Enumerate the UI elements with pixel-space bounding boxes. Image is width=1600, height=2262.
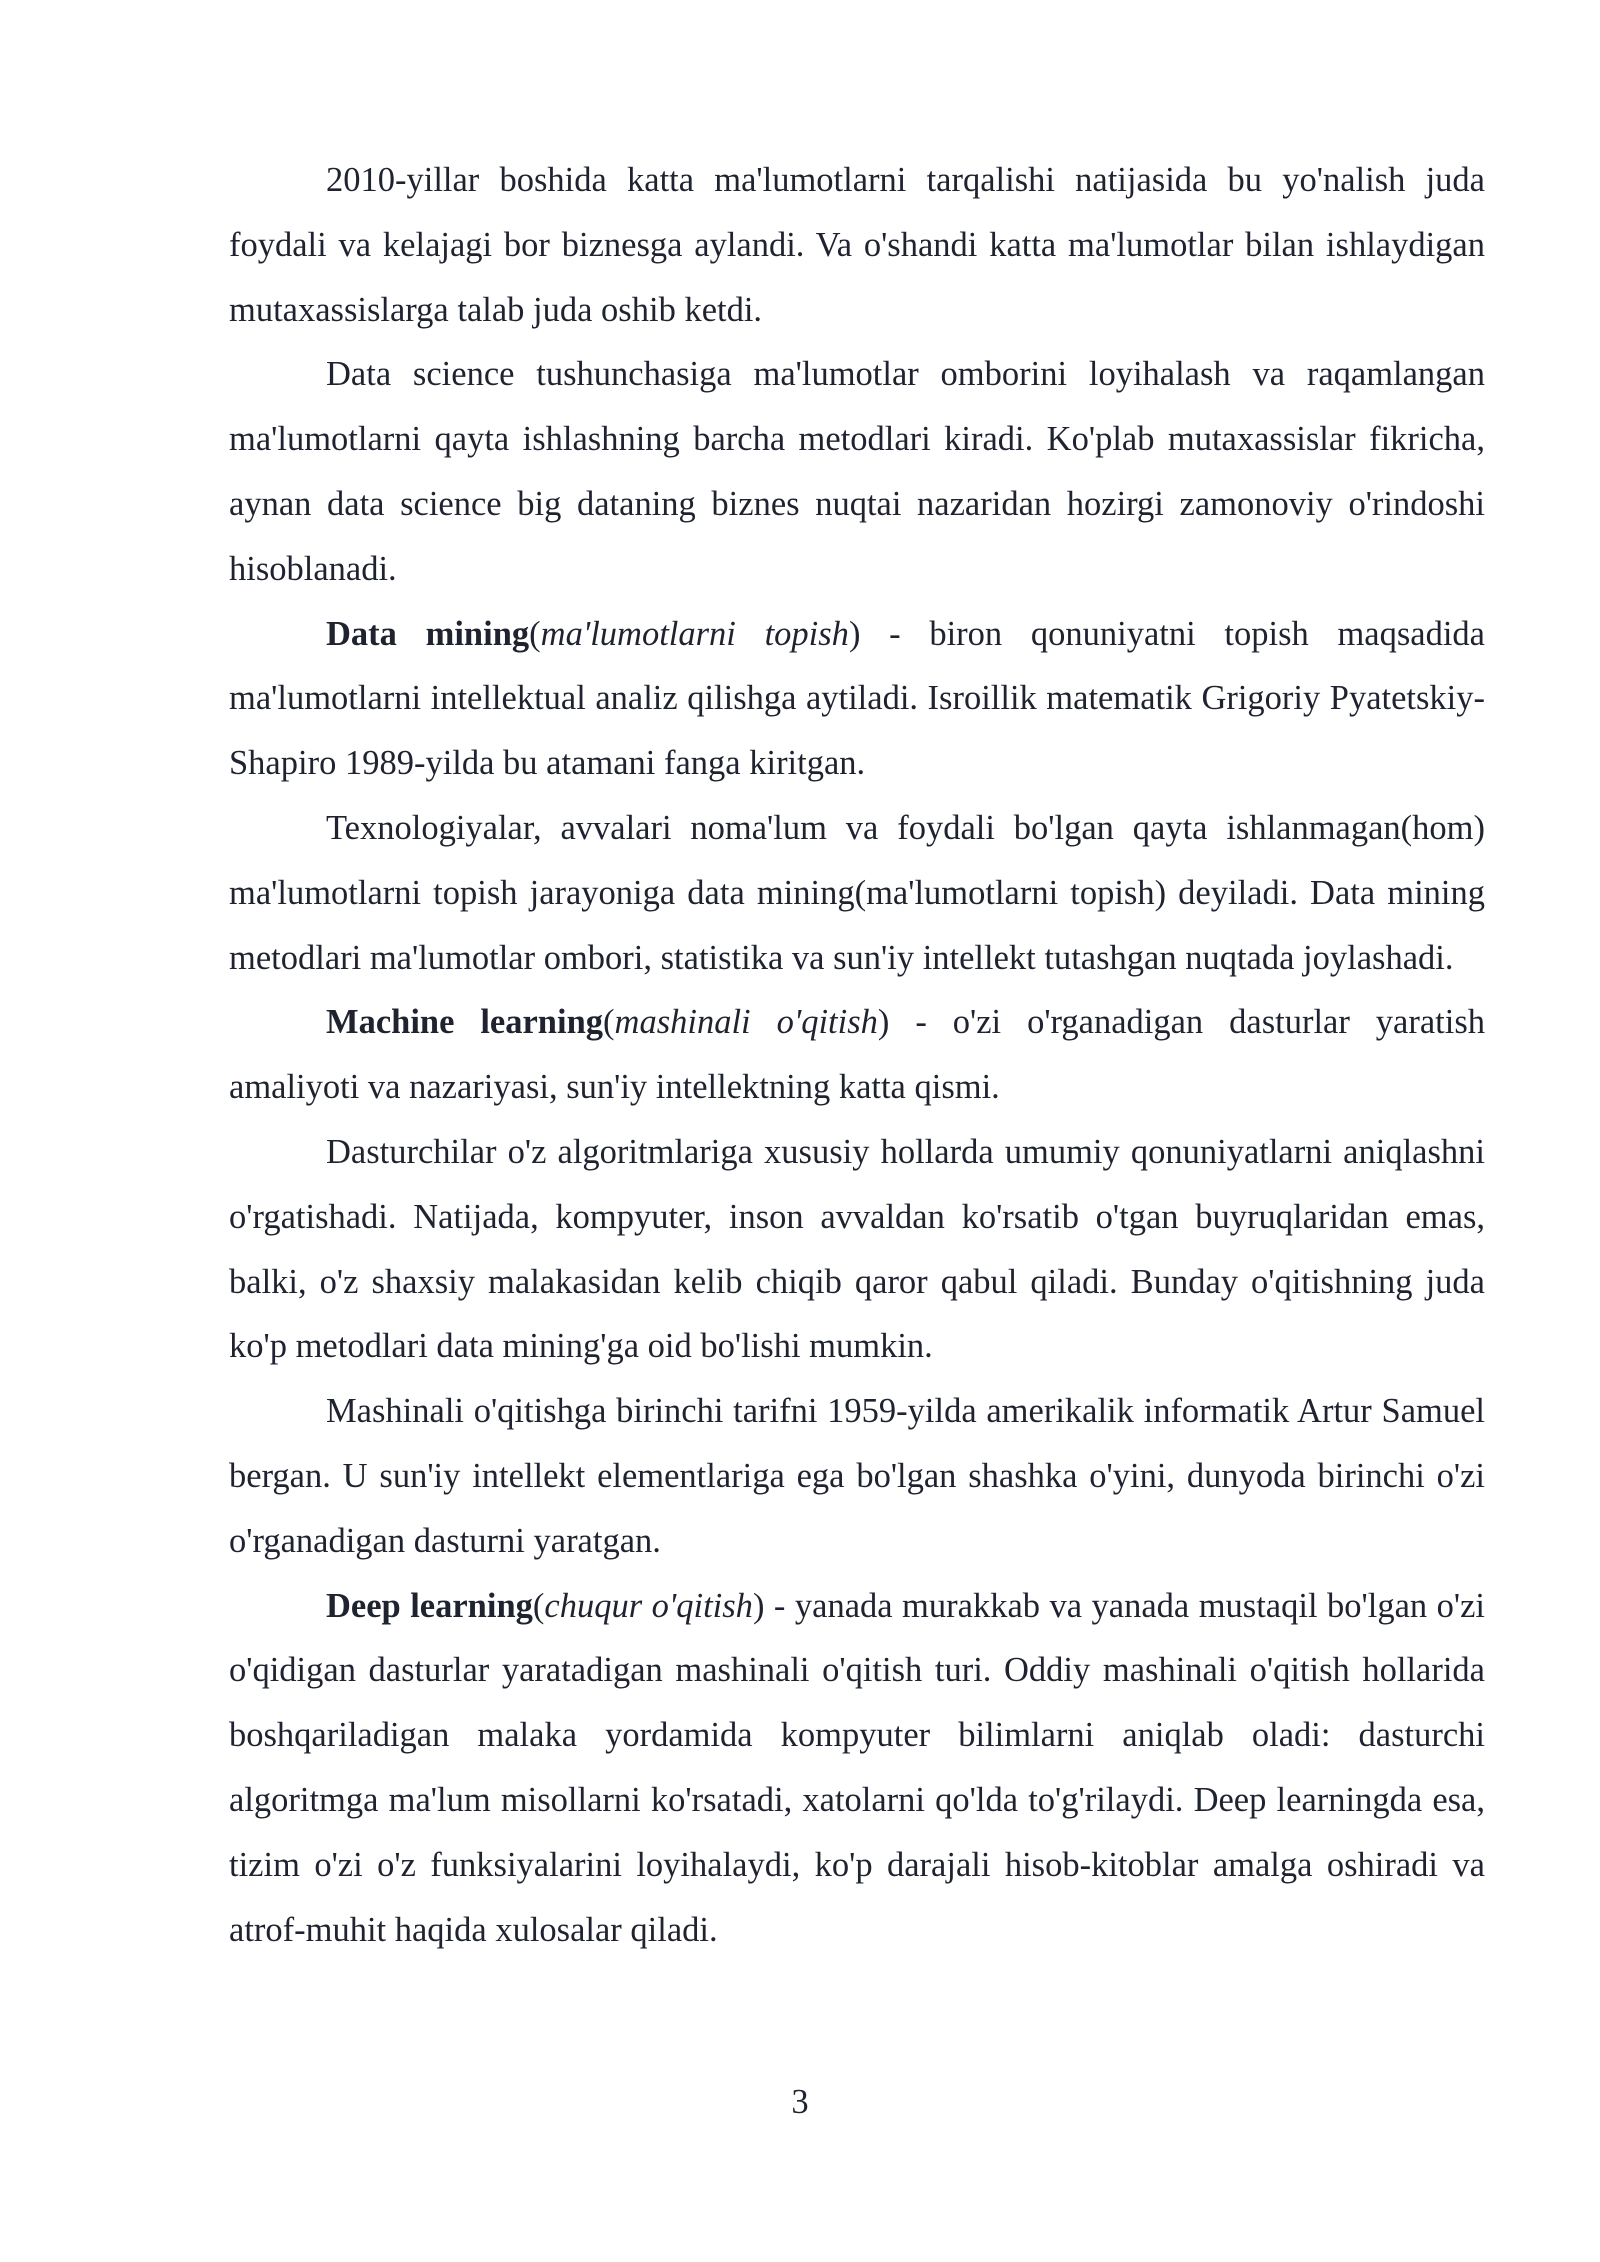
gloss-machine-learning: mashinali o'qitish bbox=[614, 1003, 878, 1042]
paragraph-data-mining-definition bbox=[229, 602, 1485, 796]
term-data-mining: Data mining bbox=[326, 614, 530, 653]
paragraph-big-data-intro: 2010-yillar boshida katta ma'lumotlarni tarqalishi natijasida bu yo'nalish juda foydali va kelajagi bor biznesga aylandi. Va o'shandi katta ma'lumotlar bilan ishlaydigan mutaxassislarga talab juda oshib ketdi. bbox=[229, 161, 1485, 329]
document-body bbox=[229, 148, 1485, 1962]
gloss-data-mining: ma'lumotlarni topish bbox=[540, 614, 849, 653]
paren-open: ( bbox=[532, 1586, 545, 1625]
paren-open: ( bbox=[603, 1003, 615, 1042]
term-deep-learning: Deep learning bbox=[326, 1586, 533, 1625]
paragraph-arthur-samuel: Mashinali o'qitishga birinchi tarifni 1959-yilda amerikalik informatik Artur Samuel bergan. U sun'iy intellekt elementlariga ega bo'lgan shashka o'yini, dunyoda birinchi o'zi o'rganadigan dasturni yaratgan. bbox=[229, 1392, 1485, 1560]
paren-open: ( bbox=[529, 614, 541, 653]
definition-text: ) - yanada murakkab va yanada mustaqil bo'lgan o'zi o'qidigan dasturlar yaratadigan mashinali o'qitish turi. Oddiy mashinali o'qitish hollarida boshqariladigan malaka yordamida kompyuter bilimlarni aniqlab oladi: dasturchi algoritmga ma'lum misollarni ko'rsatadi, xatolarni qo'lda to'g'rilaydi. Deep learningda esa, tizim o'zi o'z funksiyalarini loyihalaydi, ko'p darajali hisob-kitoblar amalga oshiradi va atrof-muhit haqida xulosalar qiladi. bbox=[229, 1586, 1485, 1949]
definition-text: ) - o'zi o'rganadigan dasturlar yaratish amaliyoti va nazariyasi, sun'iy intellektning katta qismi. bbox=[229, 1003, 1485, 1107]
paragraph-deep-learning-definition bbox=[229, 1574, 1485, 1963]
paragraph-programmers: Dasturchilar o'z algoritmlariga xususiy hollarda umumiy qonuniyatlarni aniqlashni o'rgatishadi. Natijada, kompyuter, inson avvaldan ko'rsatib o'tgan buyruqlaridan emas, balki, o'z shaxsiy malakasidan kelib chiqib qaror qabul qiladi. Bunday o'qitishning juda ko'p metodlari data mining'ga oid bo'lishi mumkin. bbox=[229, 1132, 1485, 1366]
gloss-deep-learning: chuqur o'qitish bbox=[544, 1586, 753, 1625]
paragraph-data-mining-technologies: Texnologiyalar, avvalari noma'lum va foydali bo'lgan qayta ishlanmagan(hom) ma'lumotlarni topish jarayoniga data mining(ma'lumotlarni topish) deyiladi. Data mining metodlari ma'lumotlar ombori, statistika va sun'iy intellekt tutashgan nuqtada joylashadi. bbox=[229, 808, 1485, 977]
definition-text: ) - biron qonuniyatni topish maqsadida ma'lumotlarni intellektual analiz qilishga aytiladi. Isroillik matematik Grigoriy Pyatetskiy-Shapiro 1989-yilda bu atamani fanga kiritgan. bbox=[229, 614, 1485, 783]
term-machine-learning: Machine learning bbox=[326, 1003, 604, 1042]
paragraph-data-science: Data science tushunchasiga ma'lumotlar omborini loyihalash va raqamlangan ma'lumotlarni qayta ishlashning barcha metodlari kiradi. Ko'plab mutaxassislar fikricha, aynan data science big dataning biznes nuqtai nazaridan hozirgi zamonoviy o'rindoshi hisoblanadi. bbox=[229, 355, 1485, 588]
paragraph-machine-learning-definition bbox=[229, 990, 1485, 1120]
page-number: 3 bbox=[791, 2083, 809, 2121]
